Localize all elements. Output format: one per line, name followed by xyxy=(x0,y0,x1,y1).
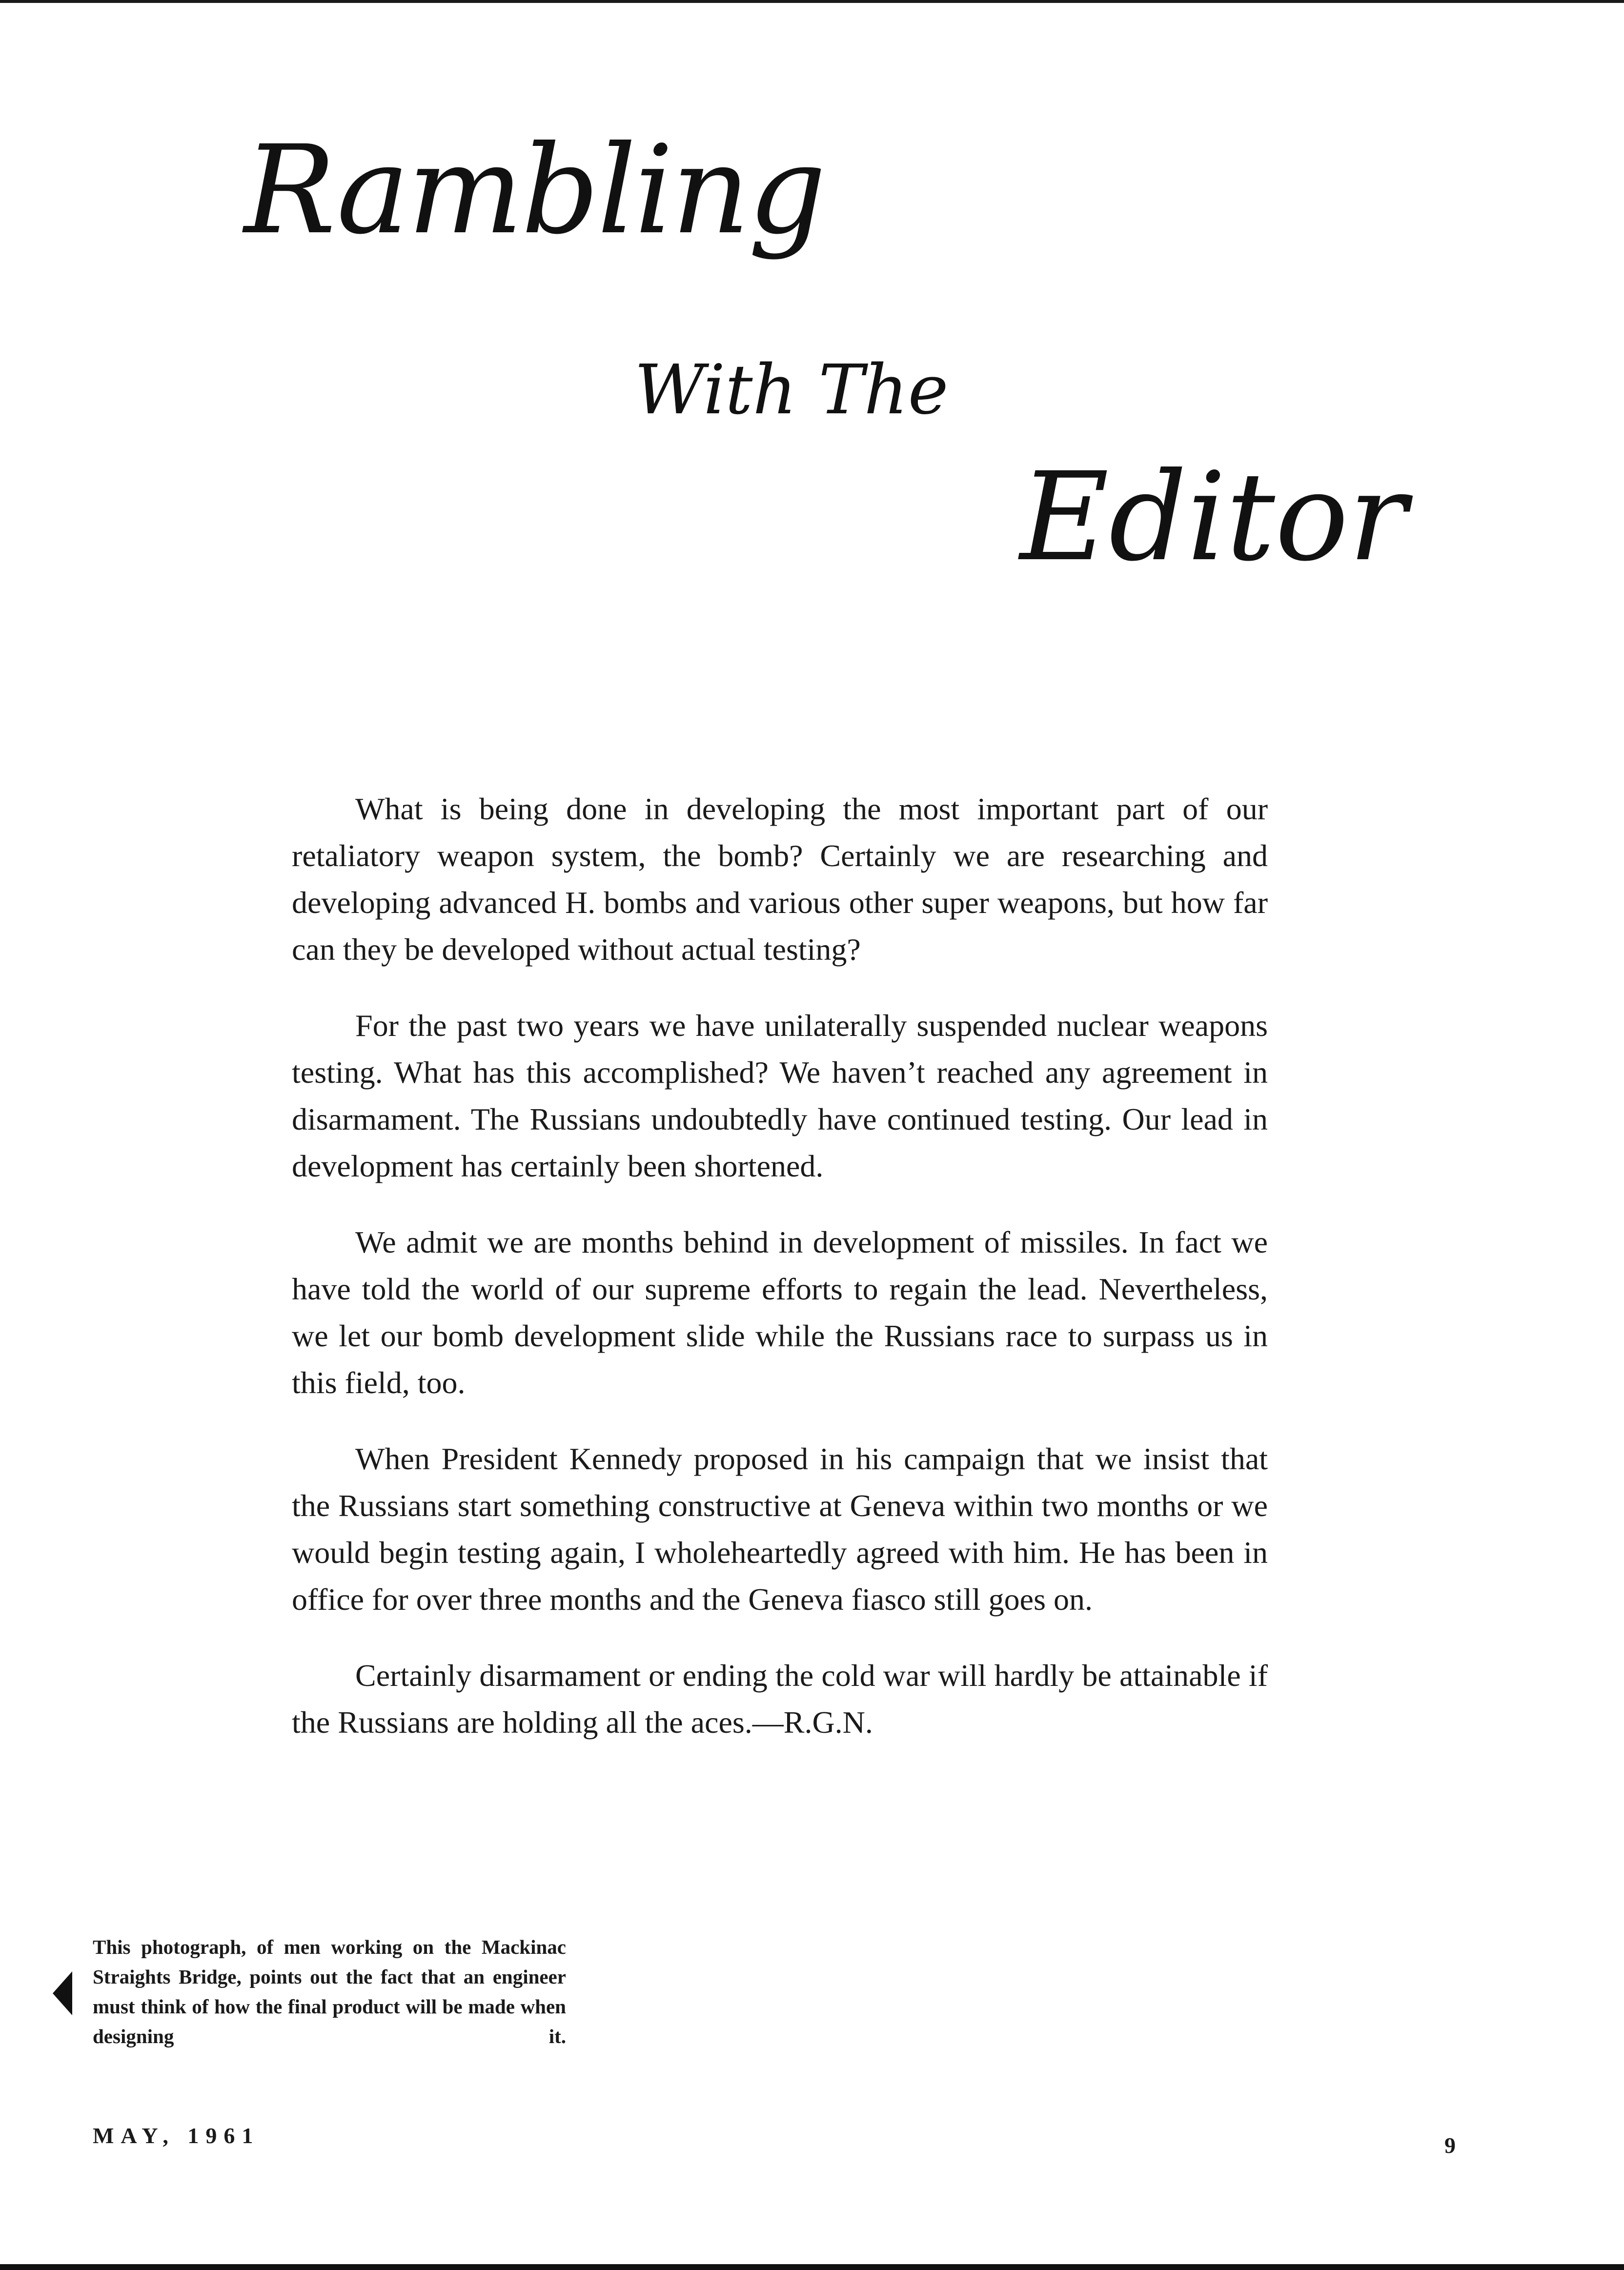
title-editor: Editor xyxy=(1020,446,1407,588)
article-paragraph-5: Certainly disarmament or ending the cold war will hardly be attainable if the Russians are holding all the aces.—R.G.N. xyxy=(292,1658,1268,1740)
article-paragraph-3: We admit we are months behind in development of missiles. In fact we have told the world of our supreme efforts to regain the lead. Nevertheless, we let our bomb development slide while the Russians race to surpass us in this field, too. xyxy=(292,1225,1268,1400)
bottom-border-rule xyxy=(0,2264,1624,2270)
article-paragraph-2: For the past two years we have unilaterally suspended nuclear weapons testing. What has this accomplished? We haven’t reached any agreement in disarmament. The Russians undoubtedly have continued testing. Our lead in development has certainly been shortened. xyxy=(292,1008,1268,1183)
title-rambling: Rambling xyxy=(244,119,825,261)
top-border-rule xyxy=(0,0,1624,3)
article-paragraph-1: What is being done in developing the most important part of our retaliatory weapon system, the bomb? Certainly we are researching and developing advanced H. bombs and various other super weapons, but how far can they be developed without actual testing? xyxy=(292,791,1268,967)
issue-date: MAY, 1961 xyxy=(93,2123,260,2148)
article-body xyxy=(292,786,1268,1775)
article-paragraph-4: When President Kennedy proposed in his campaign that we insist that the Russians start something constructive at Geneva within two months or we would begin testing again, I wholeheartedly agreed with him. He has been in office for over three months and the Geneva fiasco still goes on. xyxy=(292,1441,1268,1617)
left-pointer-icon xyxy=(53,1971,72,2015)
photo-caption: This photograph, of men working on the Mackinac Straights Bridge, points out the fact that an engineer must think of how the final product will be made when designing it. xyxy=(93,1936,566,2047)
page-number: 9 xyxy=(1444,2133,1456,2158)
title-with-the: With The xyxy=(634,350,949,430)
